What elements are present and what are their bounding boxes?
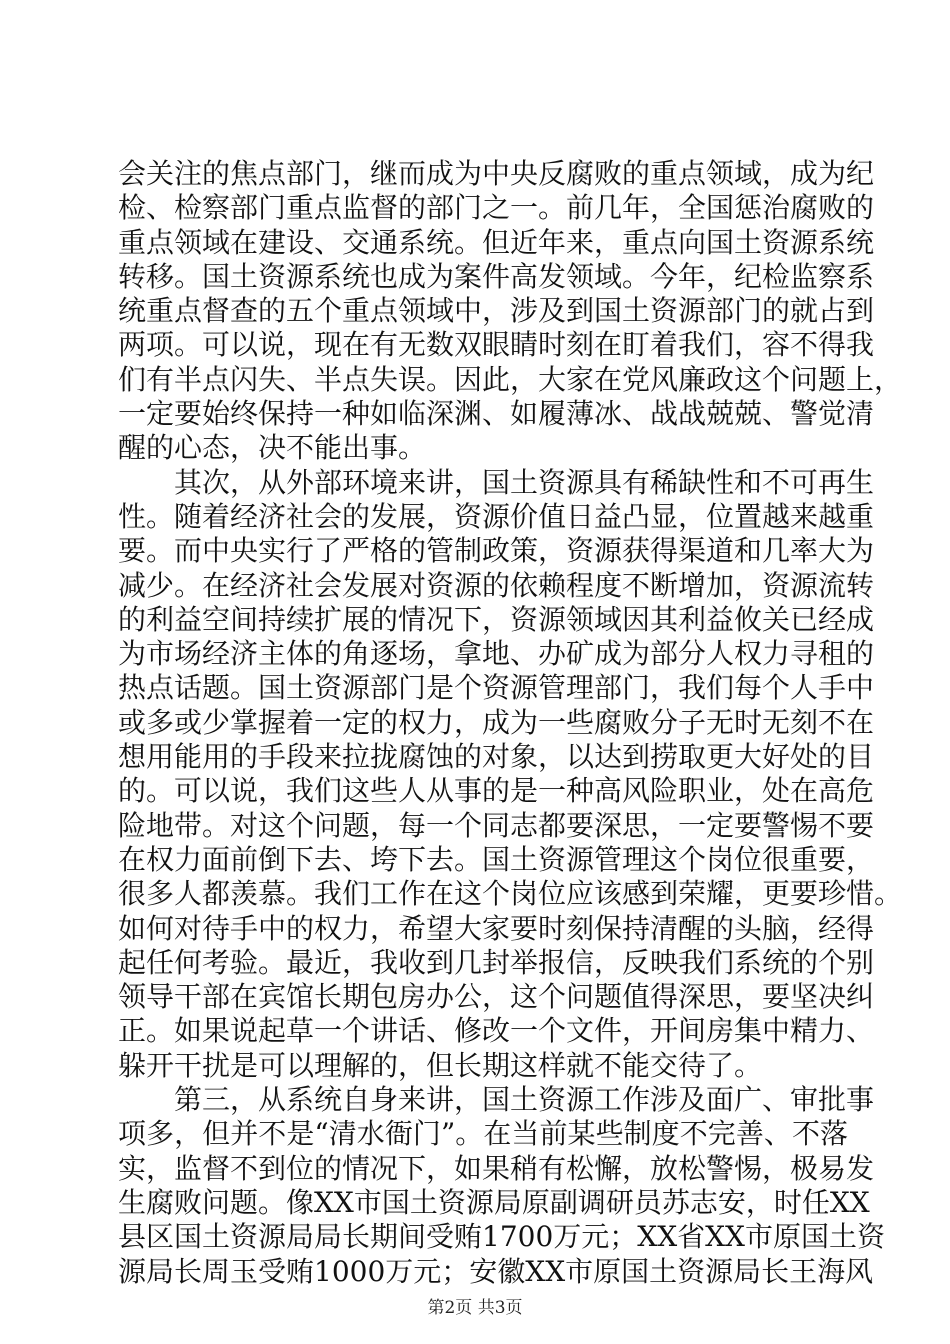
text-line: 源局长周玉受贿1000万元；安徽XX市原国土资源局长王海风 [118,1254,874,1288]
text-line: 实，监督不到位的情况下，如果稍有松懈，放松警惕，极易发 [118,1151,875,1185]
text-line: 在权力面前倒下去、垮下去。国土资源管理这个岗位很重要， [118,842,875,876]
text-line: 醒的心态，决不能出事。 [118,431,427,465]
text-line: 正。如果说起草一个讲话、修改一个文件，开间房集中精力、 [118,1014,875,1048]
text-line: 起任何考验。最近，我收到几封举报信，反映我们系统的个别 [118,945,875,979]
text-line: 县区国土资源局局长期间受贿1700万元；XX省XX市原国土资 [118,1220,885,1254]
text-line: 领导干部在宾馆长期包房办公，这个问题值得深思，要坚决纠 [118,980,875,1014]
body-text [118,157,903,1289]
text-line: 很多人都羡慕。我们工作在这个岗位应该感到荣耀，更要珍惜。 [118,877,903,911]
text-line: 的。可以说，我们这些人从事的是一种高风险职业，处在高危 [118,774,875,808]
text-line: 其次，从外部环境来讲，国土资源具有稀缺性和不可再生 [118,465,875,499]
text-line: 想用能用的手段来拉拢腐蚀的对象，以达到捞取更大好处的目 [118,740,875,774]
text-line: 一定要始终保持一种如临深渊、如履薄冰、战战兢兢、警觉清 [118,397,875,431]
text-line: 险地带。对这个问题，每一个同志都要深思，一定要警惕不要 [118,808,875,842]
text-line: 躲开干扰是可以理解的，但长期这样就不能交待了。 [118,1048,763,1082]
text-line: 检、检察部门重点监督的部门之一。前几年，全国惩治腐败的 [118,191,875,225]
text-line: 热点话题。国土资源部门是个资源管理部门，我们每个人手中 [118,671,875,705]
text-line: 第三，从系统自身来讲，国土资源工作涉及面广、审批事 [118,1083,875,1117]
text-line: 生腐败问题。像XX市国土资源局原副调研员苏志安，时任XX [118,1185,870,1219]
text-line: 两项。可以说，现在有无数双眼睛时刻在盯着我们，容不得我 [118,328,875,362]
text-line: 们有半点闪失、半点失误。因此，大家在党风廉政这个问题上， [118,362,903,396]
text-line: 减少。在经济社会发展对资源的依赖程度不断增加，资源流转 [118,568,875,602]
text-line: 会关注的焦点部门，继而成为中央反腐败的重点领域，成为纪 [118,157,875,190]
text-line: 要。而中央实行了严格的管制政策，资源获得渠道和几率大为 [118,534,875,568]
page-footer: 第2页 共3页 [427,1298,523,1318]
text-line: 转移。国土资源系统也成为案件高发领域。今年，纪检监察系 [118,259,875,293]
text-line: 如何对待手中的权力，希望大家要时刻保持清醒的头脑，经得 [118,911,875,945]
text-line: 重点领域在建设、交通系统。但近年来，重点向国土资源系统 [118,225,875,259]
text-line: 项多，但并不是“清水衙门”。在当前某些制度不完善、不落 [118,1117,848,1151]
text-line: 统重点督查的五个重点领域中，涉及到国土资源部门的就占到 [118,294,875,328]
text-line: 性。随着经济社会的发展，资源价值日益凸显，位置越来越重 [118,499,875,533]
text-line: 的利益空间持续扩展的情况下，资源领域因其利益攸关已经成 [118,602,875,636]
text-line: 为市场经济主体的角逐场，拿地、办矿成为部分人权力寻租的 [118,637,875,671]
text-line: 或多或少掌握着一定的权力，成为一些腐败分子无时无刻不在 [118,705,875,739]
